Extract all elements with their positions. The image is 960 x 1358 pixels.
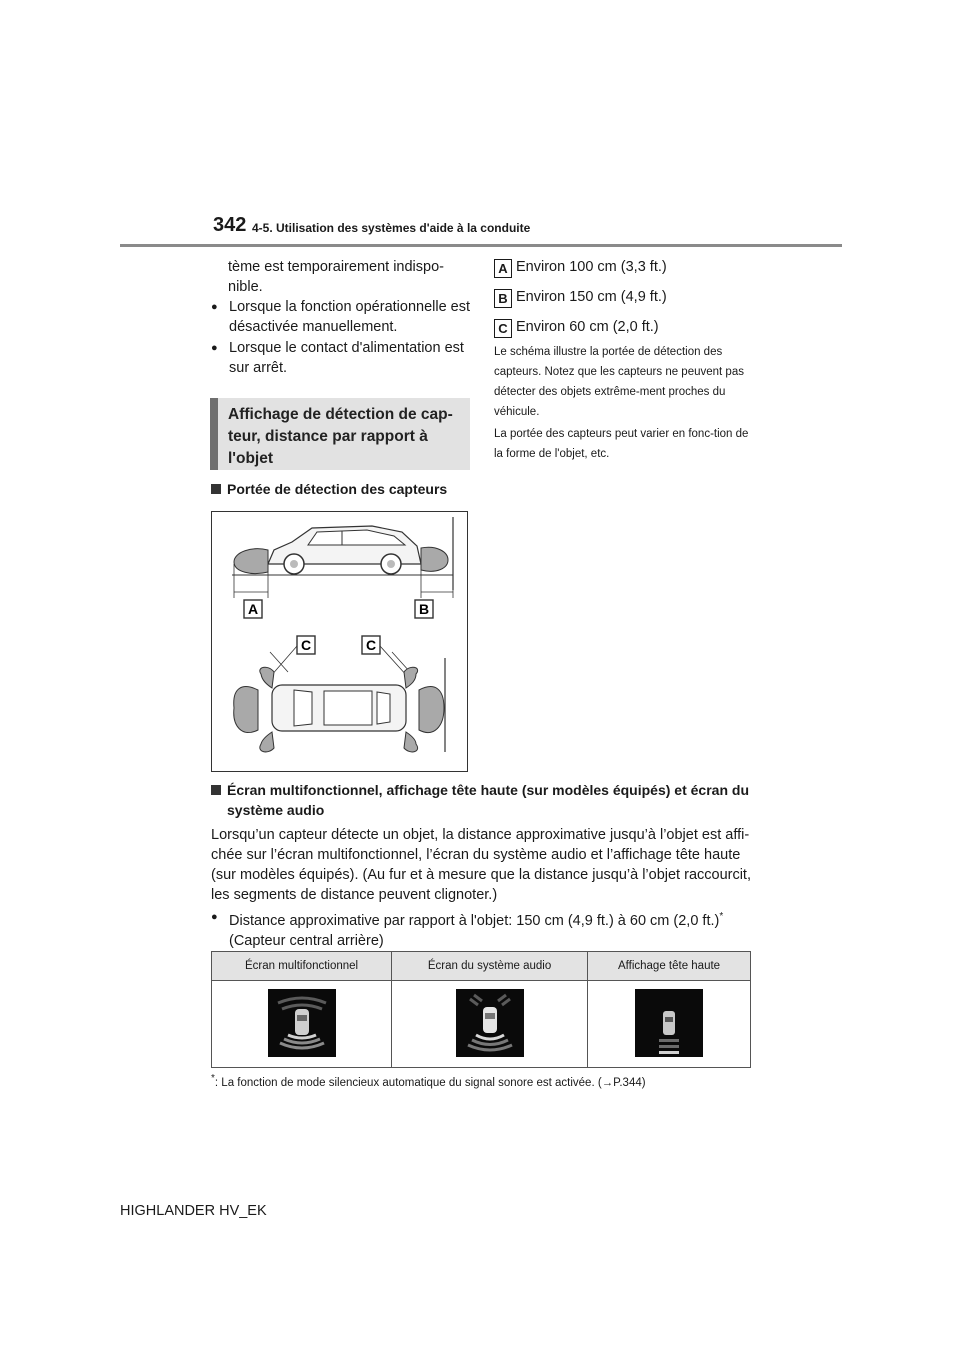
multi-display-image [268, 989, 336, 1057]
legend-c-letter: C [494, 319, 512, 338]
bullet-manual-off: ● Lorsque la fonction opérationnelle est désactivée manuellement. [211, 297, 484, 337]
cell-audio [392, 981, 588, 1068]
footnote-text: : La fonction de mode silencieux automatique du signal sonore est activée. (→P.344) [214, 1076, 646, 1089]
legend-c-text: Environ 60 cm (2,0 ft.) [516, 319, 659, 335]
continued-text: tème est temporairement indispo-nible. [228, 259, 444, 295]
footnote [211, 1073, 646, 1089]
footer-model: HIGHLANDER HV_EK [120, 1203, 267, 1219]
bullet-distance-mark: * [719, 911, 724, 922]
legend-a-text: Environ 100 cm (3,3 ft.) [516, 259, 667, 275]
car-top-view [272, 685, 406, 731]
label-a: A [247, 601, 259, 617]
page-number: 342 [213, 214, 247, 236]
legend-b-text: Environ 150 cm (4,9 ft.) [516, 289, 667, 305]
legend-b [494, 287, 667, 308]
audio-display-image [456, 989, 524, 1057]
sensor-diagram-svg [212, 512, 467, 771]
header-audio: Écran du système audio [392, 952, 588, 981]
bullet-distance-sub: (Capteur central arrière) [229, 932, 384, 949]
header-hud: Affichage tête haute [588, 952, 751, 981]
screens-paragraph: Lorsqu’un capteur détecte un objet, la distance approximative jusqu’à l’objet est affi-chée sur l’écran multifonctionnel, l’écran du système audio et l’affichage tête haute (sur modèles équipés). (Au fur et à mesure que la distance jusqu’à l’objet raccourcit, les segments de distance peuvent clignoter.) [211, 827, 751, 903]
sensor-range-diagram [211, 511, 468, 772]
bullet-distance-text: Distance approximative par rapport à l'objet: 150 cm (4,9 ft.) à 60 cm (2,0 ft.) [229, 912, 720, 929]
footnote-mark: * [211, 1073, 215, 1084]
label-c-left: C [300, 637, 312, 653]
legend-b-letter: B [494, 289, 512, 308]
label-c-right: C [365, 637, 377, 653]
section-callout: Affichage de détection de cap-teur, distance par rapport à l'objet [210, 398, 470, 470]
header-rule [120, 244, 842, 247]
header-multi: Écran multifonctionnel [212, 952, 392, 981]
bullet-distance [211, 907, 769, 951]
legend-c [494, 317, 659, 338]
bullet-ignition-off: ● Lorsque le contact d'alimentation est sur arrêt. [211, 338, 484, 378]
hud-display-image [635, 989, 703, 1057]
cell-multi [212, 981, 392, 1068]
note-shape: La portée des capteurs peut varier en fonc-tion de la forme de l'objet, etc. [494, 428, 749, 460]
section-title: 4-5. Utilisation des systèmes d'aide à la conduite [252, 221, 531, 235]
cell-hud [588, 981, 751, 1068]
note-range: Le schéma illustre la portée de détection des capteurs. Notez que les capteurs ne peuvent pas détecter des objets extrême-ment proches du véhicule. [494, 346, 744, 418]
subhead-range: Portée de détection des capteurs [211, 479, 447, 499]
label-b: B [418, 601, 430, 617]
legend-a [494, 257, 667, 278]
subhead-screens: Écran multifonctionnel, affichage tête haute (sur modèles équipés) et écran du système audio [211, 780, 767, 820]
legend-a-letter: A [494, 259, 512, 278]
display-table [211, 951, 751, 1068]
